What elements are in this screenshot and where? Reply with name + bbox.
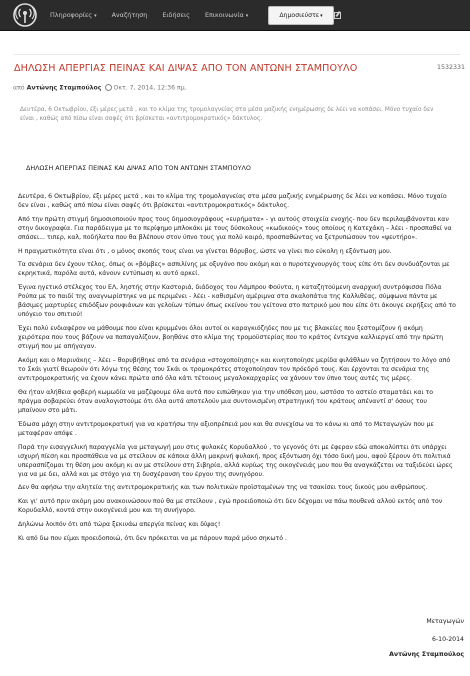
byline-prefix: από [13, 84, 25, 92]
paragraph: Θα ήταν αλήθεια φοβερή κωμωδία να μαζέψουμε όλα αυτά που ειπώθηκαν για την υπόθεση μου, ωστόσο το αστείο σταματάει και το πράγμα σοβαρεύει όταν αναλογιστούμε ότι όλα αυτά αποτελούν μια συντονισμένη στρατηγική του κράτους απέναντί σ' όσους του μπαίνουν στο μάτι. [18, 388, 434, 415]
nav-item-info[interactable] [50, 11, 97, 19]
author-link[interactable]: Αντώνης Σταμπούλος [26, 84, 102, 92]
paragraph: Και γι' αυτό πριν ακόμη μου ανακοινώσουν πού θα με στείλουν , εγώ προειδοποιώ ότι δεν δέχομαι να πάω πουθενά αλλού εκτός από τον Κορυδαλλό, κοντά στην οικογένειά μου και τη συνήγορο. [18, 498, 443, 515]
article-excerpt: Δευτέρα, 6 Οκτωβρίου, έξι μέρες μετά , και το κλίμα της τρομολαγνείας στα μέσα μαζικής ενημέρωσης δε λέει να κοπάσει. Μόνο τυχαίο δεν είναι , καθώς από πίσω είναι σαφές ότι βρίσκεται «αντιτρομοκρατικός» δάκτυλος. [20, 107, 434, 122]
paragraph: Έδωσα μάχη στην αντιτρομοκρατική για να κρατήσω την αξιοπρέπειά μου και θα συνεχίσω να το κάνω κι από το Μεταγωγών που με μεταφέραν απόψε . [18, 420, 434, 437]
paragraph: Έχει πολύ ενδιαφέρον να μάθουμε που είναι κρυμμένοι όλοι αυτοί οι καραγκιόζηδες που με τις βλακείες που ξεστομίζουν ή ακόμη χειρότερα που τους βάζουν να παπαγαλίζουν, βοηθάνε στο κλίμα της τρομοϋστερίας που το κράτος έντεχνα καλλιεργεί από την πρώτη στιγμή που με απήγαγαν. [18, 325, 444, 351]
indymedia-broadcast-icon[interactable] [13, 3, 37, 27]
caret-down-icon: ▾ [245, 13, 249, 19]
nav-item-search[interactable] [112, 11, 148, 19]
post-date: Οκτ. 7, 2014, 12:36 πμ. [113, 84, 187, 92]
nav-item-label: Ειδήσεις [162, 11, 190, 19]
signature-place: Μεταγωγών [426, 618, 464, 625]
publish-button[interactable] [268, 6, 334, 25]
signature-name: Αντώνης Σταμπούλος [389, 651, 464, 658]
caret-down-icon: ▾ [320, 12, 323, 19]
divider [14, 54, 460, 55]
nav-item-contact[interactable] [205, 11, 248, 19]
nav-item-label: Αναζήτηση [111, 11, 148, 19]
paragraph: Κι από δω που είμαι προειδοποιώ, ότι δεν πρόκειται να με πάρουν παρά μόνο σηκωτό . [18, 534, 287, 542]
paragraph: Δεν θα αφήσω την αλητεία της αντιτρομοκρατικής και των πολιτικών προϊσταμένων της να τσακίσει τους δικούς μου ανθρώπους. [18, 484, 428, 492]
nav-item-label: Επικοινωνία [204, 11, 244, 19]
paragraph: Δηλώνω λοιπόν ότι από τώρα ξεκινάω απεργία πείνας και δίψας! [18, 520, 221, 528]
article-body [18, 192, 456, 547]
article-title[interactable]: ΔΗΛΩΣΗ ΑΠΕΡΓΙΑΣ ΠΕΙΝΑΣ ΚΑΙ ΔΙΨΑΣ ΑΠΟ ΤΟΝ ΑΝΤΩΝΗ ΣΤΑΜΠΟΥΛΟ [14, 63, 358, 74]
paragraph: Παρά την εισαγγελική παραγγελία για μεταγωγή μου στις φυλακές Κορυδαλλού , το γεγονός ότι με έφεραν εδώ αποκαλύπτει ότι υπάρχει ισχυρή πίεση και προσπάθεια να με στείλουν σε κάποια άλλη μακρινή φυλακή, προς εξόντωση όχι τόσο δική μου, αφού ξέρουν ότι πολιτικά υπερασπίζομαι τη θέση μου ακόμη κι αν με στείλουν στη Σιβηρία, αλλά κυρίως της οικογένειάς μου που θα αναγκάζεται να ταξιδεύει ώρες για να με δει, αλλά και με στόχο για τη δυσχέρανση του έργου της συνηγόρου. [18, 443, 453, 478]
paragraph: Από την πρώτη στιγμή δημοσιοποιούν προς τους δημοσιογράφους «ευρήματα» - γι αυτούς στοιχεία ενοχής- που δεν περιλαμβάνονται καν στην δικογραφία. Για παράδειγμα με το περίφημο μπλοκάκι με τους δύσκολους «κωδικούς» τους οποίους η Κατεχάκη – λέει - προσπαθεί να σπάσει... τιπερ, καλ, ποδήλατα που θα βλέπουν στον ύπνο τους για πολύ καιρό, προσπαθώντας να ξετρυπώσουν τον «ψευτήρο». [18, 215, 452, 241]
paragraph: Ακόμη και ο Μαρινάκης – λέει – θορυβήθηκε από τα σενάρια «στοχοποίησης» και κινητοποίησε μερίδα φιλάθλων να ζητήσουν το λόγο από το Σκάι γιατί θεωρούν ότι λόγω της θέσης του Σκάι οι τρομοκράτες στοχοποίησαν τον πρόεδρό τους. Και έρχονται τα σενάρια της αντιτρομοκρατικής να έχουν κάνει πρώτα από όλα κάτι τέτοιους μεγαλοκαρχαρίες να χάνουν τον ύπνο τους αυτές τις μέρες. [18, 356, 451, 383]
top-navigation-bar [0, 0, 470, 31]
paragraph: Έγινα ηγετικό στέλεχος του ΕΛ, ληστής στην Καστοριά, διάδοχος του Λάμπρου Φούντα, η καταζητούμενη αναρχική συντρόφισσα Πόλα Ρούπα με το παιδί της αναγνωρίστηκε να με περιμένει - λέει - καθισμένη αμέριμνα στα σκαλοπάτια της Καλλιθέας, σύμφωνα πάντα με βάσιμες μαρτυρίες επιδόξων ρουφιάνων και γελοίων τύπων όπως εκείνου του γείτονα στο πατρικό μου που είπε ότι άκουγε εκρήξεις από το υπόγειο του σπιτιού! [18, 284, 456, 319]
nav-item-news[interactable] [162, 11, 190, 19]
post-id: 1532331 [437, 64, 466, 71]
paragraph: Δευτέρα, 6 Οκτωβρίου, έξι μέρες μετά , και το κλίμα της τρομολαγνείας στα μέσα μαζικής ενημέρωσης δε λέει να κοπάσει. Μόνο τυχαίο δεν είναι , καθώς από πίσω είναι σαφές ότι βρίσκεται «αντιτρομοκρατικός» δάκτυλος. [18, 193, 447, 210]
clock-icon [105, 84, 112, 91]
caret-down-icon: ▾ [94, 13, 97, 19]
byline [13, 84, 187, 92]
edit-icon[interactable] [334, 12, 341, 19]
paragraph: Η πραγματικότητα είναι ότι , ο μόνος σκοπός τους είναι να γίνεται θόρυβος, ώστε να γίνει πιο εύκολη η εξόντωση μου. [18, 247, 392, 255]
main-navigation [50, 0, 263, 30]
nav-item-label: Πληροφορίες [50, 11, 93, 19]
signature-date: 6-10-2014 [431, 636, 464, 643]
publish-button-label: Δημοσιεύστε [279, 12, 320, 19]
body-heading: ΔΗΛΩΣΗ ΑΠΕΡΓΙΑΣ ΠΕΙΝΑΣ ΚΑΙ ΔΙΨΑΣ ΑΠΟ ΤΟΝ ΑΝΤΩΝΗ ΣΤΑΜΠΟΥΛΟ [26, 164, 251, 172]
paragraph: Τα σενάρια δεν έχουν τέλος, όπως οι «βόμβες» ασπιλίνης με οξυγόνο που ακόμη και ο πυροτεχνουργός τους είπε ότι δεν συνδυάζονται με εκρηκτικά, παρόλα αυτά, κάνουν εντύπωση κι αυτό αρκεί. [18, 261, 450, 278]
